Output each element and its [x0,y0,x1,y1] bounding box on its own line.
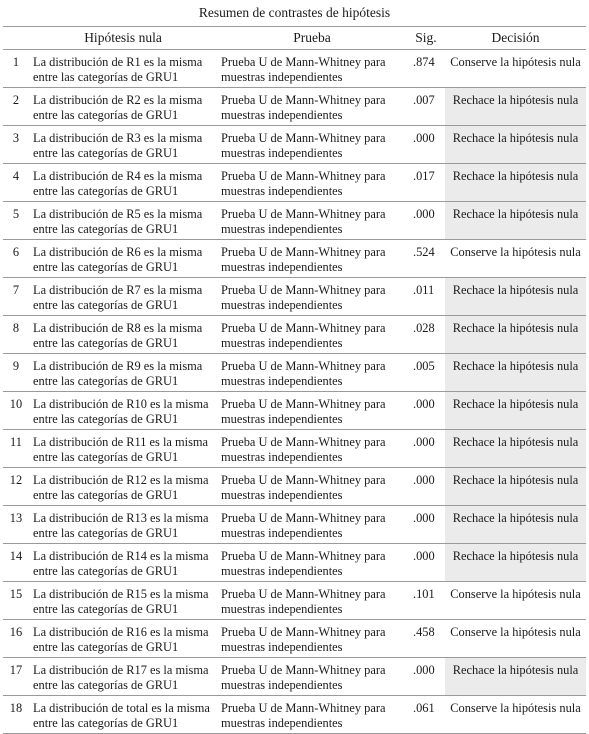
test-line: muestras independientes [221,450,343,464]
test-cell [217,392,407,430]
null-hypothesis-line: entre las categorías de GRU1 [33,412,179,426]
row-number: 3 [3,126,29,164]
table-title: Resumen de contrastes de hipótesis [3,0,586,27]
decision-cell: Conserve la hipótesis nula [445,240,586,278]
decision-cell: Rechace la hipótesis nula [445,202,586,240]
row-number: 5 [3,202,29,240]
significance-cell: .000 [407,392,445,430]
row-number: 13 [3,506,29,544]
test-line: Prueba U de Mann-Whitney para [221,511,386,525]
test-line: Prueba U de Mann-Whitney para [221,93,386,107]
table-row [3,392,586,430]
test-cell [217,620,407,658]
test-line: muestras independientes [221,184,343,198]
test-line: muestras independientes [221,640,343,654]
decision-cell: Conserve la hipótesis nula [445,620,586,658]
row-number: 14 [3,544,29,582]
decision-cell: Rechace la hipótesis nula [445,354,586,392]
null-hypothesis-cell [29,468,217,506]
significance-cell: .874 [407,50,445,88]
null-hypothesis-cell [29,544,217,582]
null-hypothesis-cell [29,354,217,392]
hypothesis-table [3,0,586,734]
row-number: 9 [3,354,29,392]
null-hypothesis-line: La distribución de R3 es la misma [33,131,203,145]
test-line: Prueba U de Mann-Whitney para [221,321,386,335]
significance-cell: .017 [407,164,445,202]
test-line: Prueba U de Mann-Whitney para [221,169,386,183]
test-line: Prueba U de Mann-Whitney para [221,473,386,487]
null-hypothesis-line: La distribución de R9 es la misma [33,359,203,373]
null-hypothesis-line: La distribución de R12 es la misma [33,473,209,487]
test-cell [217,430,407,468]
decision-cell: Conserve la hipótesis nula [445,50,586,88]
null-hypothesis-line: La distribución de R2 es la misma [33,93,203,107]
header-row [3,27,586,50]
table-row [3,88,586,126]
test-line: Prueba U de Mann-Whitney para [221,701,386,715]
header-decision: Decisión [445,27,586,50]
row-number: 11 [3,430,29,468]
null-hypothesis-line: entre las categorías de GRU1 [33,374,179,388]
row-number: 8 [3,316,29,354]
test-line: muestras independientes [221,70,343,84]
row-number: 7 [3,278,29,316]
test-line: muestras independientes [221,146,343,160]
table-row [3,696,586,734]
test-line: Prueba U de Mann-Whitney para [221,549,386,563]
test-cell [217,658,407,696]
null-hypothesis-line: entre las categorías de GRU1 [33,564,179,578]
test-line: Prueba U de Mann-Whitney para [221,245,386,259]
test-line: Prueba U de Mann-Whitney para [221,663,386,677]
null-hypothesis-cell [29,658,217,696]
null-hypothesis-line: La distribución de R4 es la misma [33,169,203,183]
table-row [3,316,586,354]
test-line: muestras independientes [221,108,343,122]
null-hypothesis-cell [29,278,217,316]
decision-cell: Rechace la hipótesis nula [445,544,586,582]
test-line: muestras independientes [221,336,343,350]
null-hypothesis-cell [29,582,217,620]
null-hypothesis-line: La distribución de R14 es la misma [33,549,209,563]
decision-cell: Rechace la hipótesis nula [445,392,586,430]
test-cell [217,506,407,544]
table-row [3,126,586,164]
null-hypothesis-line: entre las categorías de GRU1 [33,184,179,198]
decision-cell: Conserve la hipótesis nula [445,582,586,620]
test-cell [217,316,407,354]
test-line: muestras independientes [221,488,343,502]
test-cell [217,582,407,620]
test-line: muestras independientes [221,564,343,578]
null-hypothesis-line: entre las categorías de GRU1 [33,678,179,692]
test-cell [217,696,407,734]
test-line: muestras independientes [221,602,343,616]
decision-cell: Rechace la hipótesis nula [445,316,586,354]
null-hypothesis-line: entre las categorías de GRU1 [33,602,179,616]
null-hypothesis-line: La distribución de R1 es la misma [33,55,203,69]
null-hypothesis-line: entre las categorías de GRU1 [33,260,179,274]
null-hypothesis-line: La distribución de total es la misma [33,701,210,715]
significance-cell: .000 [407,658,445,696]
null-hypothesis-cell [29,316,217,354]
null-hypothesis-line: entre las categorías de GRU1 [33,526,179,540]
row-number: 15 [3,582,29,620]
null-hypothesis-line: La distribución de R7 es la misma [33,283,203,297]
null-hypothesis-cell [29,620,217,658]
significance-cell: .458 [407,620,445,658]
test-line: Prueba U de Mann-Whitney para [221,435,386,449]
significance-cell: .000 [407,126,445,164]
test-line: muestras independientes [221,298,343,312]
test-line: muestras independientes [221,678,343,692]
null-hypothesis-line: entre las categorías de GRU1 [33,108,179,122]
row-number: 18 [3,696,29,734]
table-row [3,544,586,582]
null-hypothesis-line: La distribución de R5 es la misma [33,207,203,221]
decision-cell: Rechace la hipótesis nula [445,278,586,316]
significance-cell: .524 [407,240,445,278]
decision-cell: Rechace la hipótesis nula [445,506,586,544]
row-number: 12 [3,468,29,506]
null-hypothesis-cell [29,430,217,468]
null-hypothesis-line: La distribución de R6 es la misma [33,245,203,259]
null-hypothesis-line: La distribución de R17 es la misma [33,663,209,677]
null-hypothesis-line: entre las categorías de GRU1 [33,450,179,464]
significance-cell: .000 [407,430,445,468]
table-row [3,202,586,240]
table-row [3,164,586,202]
header-hypothesis: Hipótesis nula [29,27,217,50]
row-number: 4 [3,164,29,202]
table-row [3,506,586,544]
null-hypothesis-line: La distribución de R16 es la misma [33,625,209,639]
row-number: 1 [3,50,29,88]
decision-cell: Rechace la hipótesis nula [445,88,586,126]
row-number: 10 [3,392,29,430]
null-hypothesis-line: entre las categorías de GRU1 [33,640,179,654]
null-hypothesis-line: entre las categorías de GRU1 [33,298,179,312]
null-hypothesis-line: entre las categorías de GRU1 [33,146,179,160]
null-hypothesis-cell [29,126,217,164]
null-hypothesis-line: entre las categorías de GRU1 [33,70,179,84]
null-hypothesis-line: La distribución de R10 es la misma [33,397,209,411]
null-hypothesis-line: La distribución de R8 es la misma [33,321,203,335]
test-cell [217,164,407,202]
row-number: 16 [3,620,29,658]
null-hypothesis-line: entre las categorías de GRU1 [33,716,179,730]
null-hypothesis-line: entre las categorías de GRU1 [33,336,179,350]
table-row [3,582,586,620]
row-number: 2 [3,88,29,126]
significance-cell: .007 [407,88,445,126]
significance-cell: .005 [407,354,445,392]
significance-cell: .061 [407,696,445,734]
test-cell [217,354,407,392]
null-hypothesis-line: La distribución de R15 es la misma [33,587,209,601]
test-line: muestras independientes [221,716,343,730]
null-hypothesis-line: entre las categorías de GRU1 [33,488,179,502]
test-cell [217,240,407,278]
test-cell [217,202,407,240]
null-hypothesis-cell [29,202,217,240]
test-line: Prueba U de Mann-Whitney para [221,283,386,297]
test-cell [217,278,407,316]
test-line: muestras independientes [221,374,343,388]
significance-cell: .000 [407,202,445,240]
null-hypothesis-cell [29,506,217,544]
significance-cell: .101 [407,582,445,620]
test-line: muestras independientes [221,222,343,236]
table-row [3,658,586,696]
header-sig: Sig. [407,27,445,50]
test-line: muestras independientes [221,526,343,540]
null-hypothesis-cell [29,696,217,734]
null-hypothesis-cell [29,50,217,88]
null-hypothesis-cell [29,88,217,126]
significance-cell: .000 [407,544,445,582]
decision-cell: Rechace la hipótesis nula [445,430,586,468]
table-row [3,240,586,278]
test-line: Prueba U de Mann-Whitney para [221,359,386,373]
table-row [3,620,586,658]
header-num [3,27,29,50]
decision-cell: Rechace la hipótesis nula [445,658,586,696]
test-cell [217,544,407,582]
significance-cell: .011 [407,278,445,316]
test-line: Prueba U de Mann-Whitney para [221,587,386,601]
header-test: Prueba [217,27,407,50]
test-line: Prueba U de Mann-Whitney para [221,131,386,145]
row-number: 17 [3,658,29,696]
test-line: muestras independientes [221,412,343,426]
table-row [3,468,586,506]
null-hypothesis-line: La distribución de R11 es la misma [33,435,209,449]
test-line: muestras independientes [221,260,343,274]
test-line: Prueba U de Mann-Whitney para [221,207,386,221]
test-line: Prueba U de Mann-Whitney para [221,397,386,411]
table-row [3,50,586,88]
null-hypothesis-cell [29,164,217,202]
test-cell [217,88,407,126]
significance-cell: .028 [407,316,445,354]
table-row [3,430,586,468]
test-cell [217,50,407,88]
decision-cell: Rechace la hipótesis nula [445,164,586,202]
table-body [3,50,586,734]
test-cell [217,126,407,164]
test-line: Prueba U de Mann-Whitney para [221,55,386,69]
decision-cell: Conserve la hipótesis nula [445,696,586,734]
null-hypothesis-cell [29,392,217,430]
null-hypothesis-line: La distribución de R13 es la misma [33,511,209,525]
decision-cell: Rechace la hipótesis nula [445,126,586,164]
decision-cell: Rechace la hipótesis nula [445,468,586,506]
table-row [3,278,586,316]
significance-cell: .000 [407,506,445,544]
table-row [3,354,586,392]
test-cell [217,468,407,506]
row-number: 6 [3,240,29,278]
null-hypothesis-cell [29,240,217,278]
significance-cell: .000 [407,468,445,506]
null-hypothesis-line: entre las categorías de GRU1 [33,222,179,236]
test-line: Prueba U de Mann-Whitney para [221,625,386,639]
